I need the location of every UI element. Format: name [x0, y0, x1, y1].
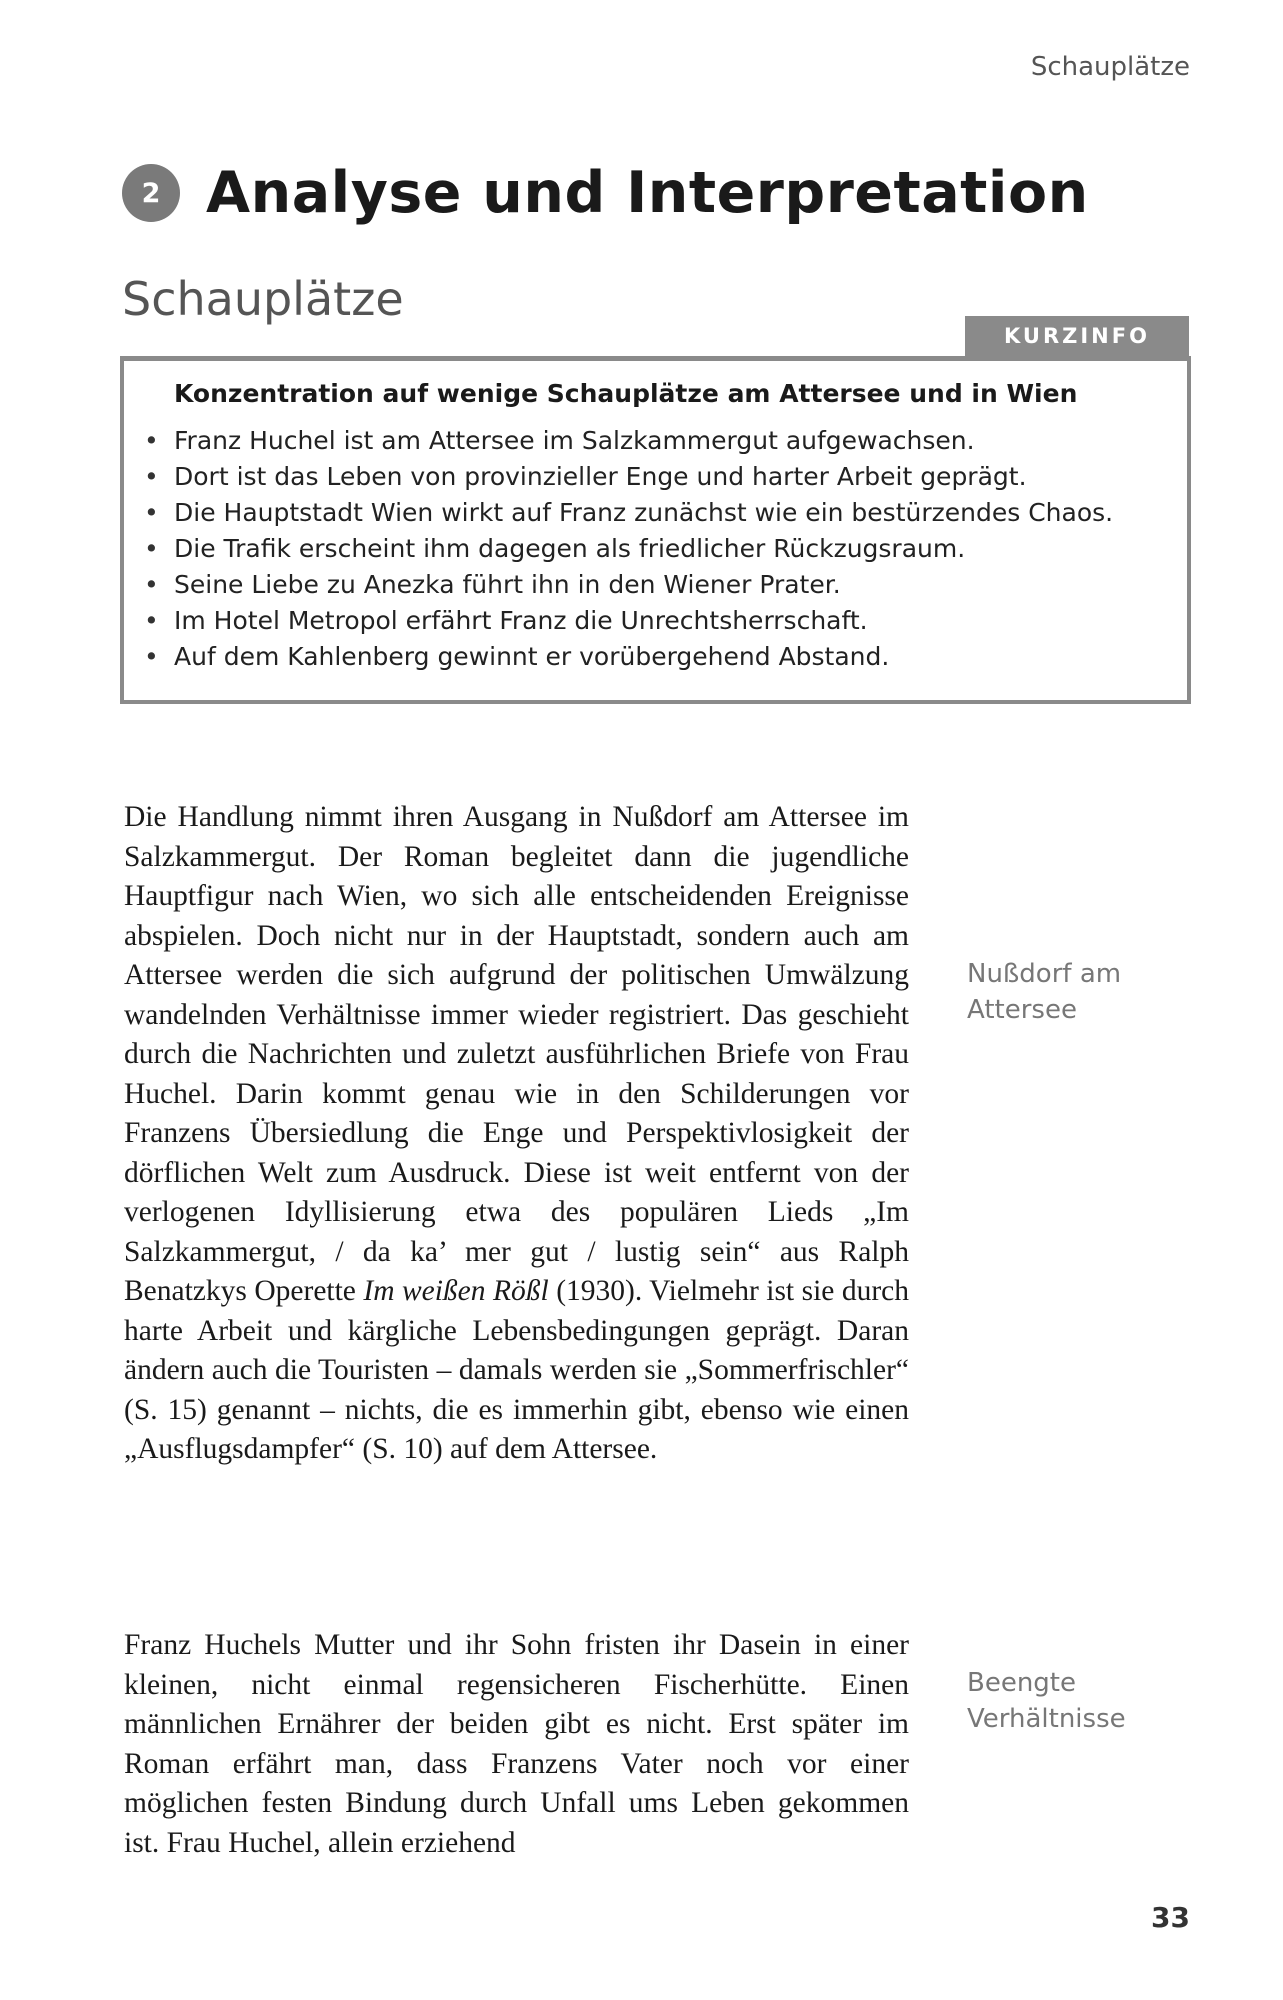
list-item: • Die Trafik erscheint ihm dagegen als friedlicher Rückzugsraum. [144, 531, 1113, 567]
list-item: • Franz Huchel ist am Attersee im Salzkammergut aufgewachsen. [144, 423, 1113, 459]
list-item: • Im Hotel Metropol erfährt Franz die Unrechtsherrschaft. [144, 603, 1113, 639]
margin-note-beengte [967, 1665, 1167, 1737]
margin-note-line: Attersee [967, 995, 1077, 1025]
kurzinfo-box [120, 356, 1191, 704]
margin-note-line: Beengte [967, 1668, 1077, 1698]
page-number: 33 [1151, 1901, 1190, 1934]
list-item: • Auf dem Kahlenberg gewinnt er vorübergehend Abstand. [144, 639, 1113, 675]
running-head: Schauplätze [1030, 52, 1190, 82]
chapter-title: Analyse und Interpretation [206, 160, 1089, 226]
chapter-number-badge: 2 [122, 164, 180, 222]
paragraph-text: (1930). Vielmehr ist sie durch harte Arbeit und kärgliche Lebensbedingungen geprägt. Daran ändern auch die Touristen – damals werden sie „Sommerfrischler“ (S. 15) genannt – nichts, die es immerhin gibt, ebenso wie einen „Ausflugsdampfer“ (S. 10) auf dem Attersee. [124, 1275, 909, 1465]
operetta-title: Im weißen Rößl [363, 1275, 549, 1307]
section-title: Schauplätze [122, 272, 404, 326]
chapter-heading [122, 160, 1089, 226]
body-paragraph-1 [124, 798, 909, 1470]
paragraph-text: Die Handlung nimmt ihren Ausgang in Nußdorf am Attersee im Salzkammergut. Der Roman begleitet dann die jugendliche Hauptfigur nach Wien, wo sich alle entscheidenden Ereignisse abspielen. Doch nicht nur in der Hauptstadt, sondern auch am Attersee werden die sich aufgrund der politischen Umwälzung wandelnden Verhältnisse immer wieder registriert. Das geschieht durch die Nachrichten und zuletzt ausführlichen Briefe von Frau Huchel. Darin kommt genau wie in den Schilderungen vor Franzens Übersiedlung die Enge und Perspektivlosigkeit der dörflichen Welt zum Ausdruck. Diese ist weit entfernt von der verlogenen Idyllisierung etwa des populären Lieds „Im Salzkammergut, / da ka’ mer gut / lustig sein“ aus Ralph Benatzkys Operette [124, 801, 909, 1307]
body-paragraph-2: Franz Huchels Mutter und ihr Sohn fristen ihr Dasein in einer kleinen, nicht einmal regensicheren Fischerhütte. Einen männlichen Ernährer der beiden gibt es nicht. Erst später im Roman erfährt man, dass Franzens Vater noch vor einer möglichen festen Bindung durch Unfall ums Leben gekommen ist. Frau Huchel, allein erziehend [124, 1629, 909, 1859]
margin-note-line: Verhältnisse [967, 1704, 1126, 1734]
margin-note-line: Nußdorf am [967, 959, 1122, 989]
list-item: • Dort ist das Leben von provinzieller Enge und harter Arbeit geprägt. [144, 459, 1113, 495]
kurzinfo-list [144, 423, 1113, 675]
list-item: • Seine Liebe zu Anezka führt ihn in den Wiener Prater. [144, 567, 1113, 603]
kurzinfo-title: Konzentration auf wenige Schauplätze am Attersee und in Wien [174, 379, 1078, 408]
margin-note-nussdorf [967, 956, 1167, 1028]
kurzinfo-tab: KURZINFO [965, 316, 1189, 356]
list-item: • Die Hauptstadt Wien wirkt auf Franz zunächst wie ein bestürzendes Chaos. [144, 495, 1113, 531]
